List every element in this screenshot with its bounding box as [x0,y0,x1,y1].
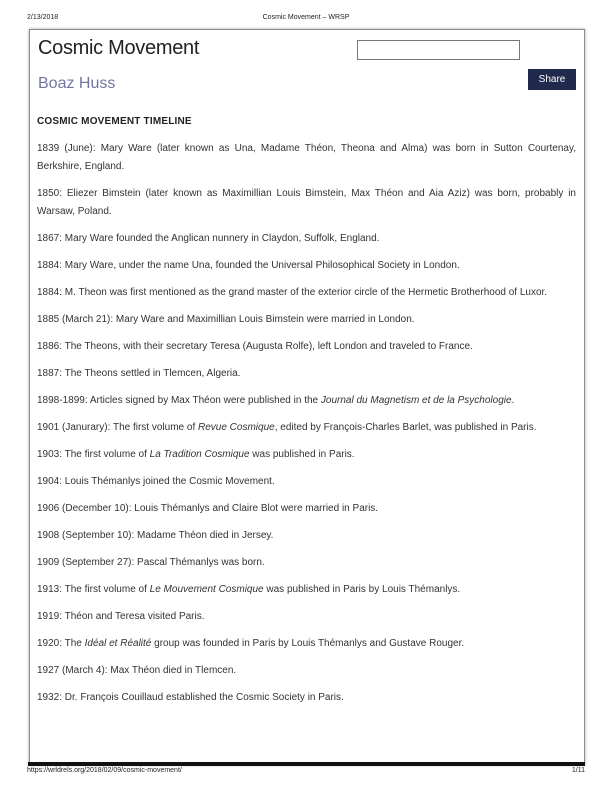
timeline-entry [37,419,576,437]
entry-text: 1884: Mary Ware, under the name Una, founded the Universal Philosophical Society in London. [37,260,460,271]
italic-title: Revue Cosmique [198,422,275,433]
entry-text: 1920: The [37,638,85,649]
entry-text: 1909 (September 27): Pascal Thémanlys was born. [37,557,265,568]
entry-text: 1913: The first volume of [37,584,150,595]
timeline-entry [37,581,576,599]
entry-text: 1850: Eliezer Bimstein (later known as Maximillian Louis Bimstein, Max Théon and Aia Aziz) was born, probably in Warsaw, Poland. [37,188,576,217]
timeline-entry [37,257,576,275]
entry-text: 1839 (June): Mary Ware (later known as Una, Madame Théon, Theona and Alma) was born in Sutton Courtenay, Berkshire, England. [37,143,576,172]
entry-text: 1903: The first volume of [37,449,150,460]
entry-text: 1867: Mary Ware founded the Anglican nunnery in Claydon, Suffolk, England. [37,233,380,244]
timeline-entry [37,635,576,653]
print-header [0,14,612,26]
article-content [37,113,576,716]
timeline-entry [37,140,576,176]
timeline-entry [37,392,576,410]
timeline-list [37,140,576,707]
entry-text: 1919: Théon and Teresa visited Paris. [37,611,205,622]
timeline-entry [37,662,576,680]
entry-text: group was founded in Paris by Louis Thémanlys and Gustave Rouger. [151,638,465,649]
timeline-entry [37,608,576,626]
italic-title: La Tradition Cosmique [149,449,250,460]
entry-text: 1908 (September 10): Madame Théon died in Jersey. [37,530,274,541]
entry-text: was published in Paris. [249,449,355,460]
section-heading: COSMIC MOVEMENT TIMELINE [37,116,192,127]
print-footer [0,767,612,779]
italic-title: Le Mouvement Cosmique [149,584,264,595]
entry-text: . [511,395,515,406]
timeline-entry [37,473,576,491]
timeline-entry [37,338,576,356]
print-page-number: 1/11 [571,767,585,774]
search-input[interactable] [357,40,520,60]
timeline-entry [37,284,576,302]
entry-text: 1901 (Janurary): The first volume of [37,422,198,433]
italic-title: Journal du Magnetism et de la Psychologie [320,395,512,406]
print-date: 2/13/2018 [27,14,59,21]
entry-text: 1886: The Theons, with their secretary Teresa (Augusta Rolfe), left London and traveled to France. [37,341,473,352]
page-frame [29,29,585,765]
timeline-entry [37,527,576,545]
timeline-entry [37,311,576,329]
entry-text: 1927 (March 4): Max Théon died in Tlemcen. [37,665,237,676]
entry-text: 1898-1899: Articles signed by Max Théon were published in the [37,395,321,406]
timeline-entry [37,446,576,464]
entry-text: 1932: Dr. François Couillaud established the Cosmic Society in Paris. [37,692,344,703]
timeline-entry [37,500,576,518]
entry-text: 1884: M. Theon was first mentioned as the grand master of the exterior circle of the Hermetic Brotherhood of Luxor. [37,287,548,298]
timeline-entry [37,689,576,707]
entry-text: 1887: The Theons settled in Tlemcen, Algeria. [37,368,241,379]
entry-text: was published in Paris by Louis Thémanlys. [263,584,461,595]
italic-title: Idéal et Réalité [84,638,152,649]
timeline-entry [37,185,576,221]
entry-text: 1904: Louis Thémanlys joined the Cosmic Movement. [37,476,275,487]
print-url: https://wrldrels.org/2018/02/09/cosmic-movement/ [27,767,182,774]
timeline-entry [37,554,576,572]
page-title: Cosmic Movement [38,37,200,59]
frame-bottom-edge [28,762,585,766]
timeline-entry [37,230,576,248]
entry-text: 1906 (December 10): Louis Thémanlys and Claire Blot were married in Paris. [37,503,379,514]
print-page-title: Cosmic Movement – WRSP [262,14,350,21]
entry-text: , edited by François-Charles Barlet, was published in Paris. [274,422,537,433]
share-button[interactable]: Share [528,69,576,90]
entry-text: 1885 (March 21): Mary Ware and Maximillian Louis Bimstein were married in London. [37,314,415,325]
timeline-entry [37,365,576,383]
author-name[interactable]: Boaz Huss [38,75,116,92]
